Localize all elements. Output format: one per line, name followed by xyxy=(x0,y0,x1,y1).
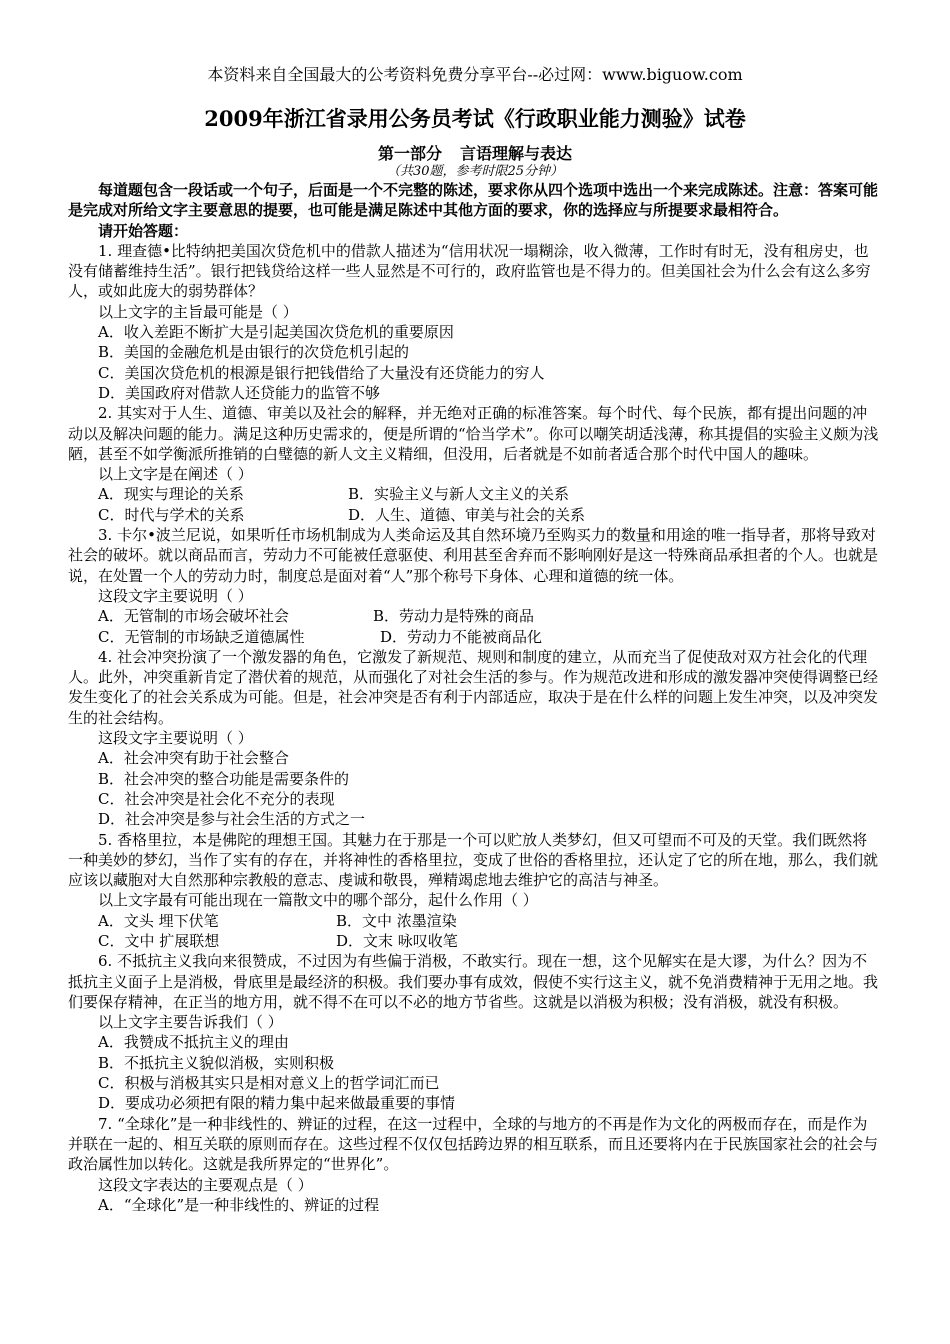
question-3-option-b: B．劳动力是特殊的商品 xyxy=(373,607,535,626)
question-5-option-c: C．文中 扩展联想 xyxy=(98,931,220,950)
question-2-option-d: D．人生、道德、审美与社会的关系 xyxy=(348,505,586,524)
question-7-passage: 7. “全球化”是一种非线性的、辨证的过程，在这一过程中，全球的与地方的不再是作为文化的两极而存在，而是作为并联在一起的、相互关联的原则而存在。这些过程不仅仅包括跨边界的相互联系，而且还要将内在于民族国家社会的社会与政治属性加以转化。这就是我所界定的“世界化”。 xyxy=(68,1114,879,1174)
part-name: 言语理解与表达 xyxy=(460,144,573,163)
question-5-passage: 5. 香格里拉，本是佛陀的理想王国。其魅力在于那是一个可以贮放人类梦幻，但又可望而不可及的天堂。我们既然将一种美妙的梦幻，当作了实有的存在，并将神性的香格里拉，变成了世俗的香格里拉，还认定了它的所在地，那么，我们就应该以藏胞对大自然那种宗教般的意志、虔诚和敬畏，殚精竭虑地去维护它的高洁与神圣。 xyxy=(68,830,879,890)
question-1-passage: 1. 理查德•比特纳把美国次贷危机中的借款人描述为“信用状况一塌糊涂，收入微薄，工作时有时无，没有租房史，也没有储蓄维持生活”。银行把钱贷给这样一些人显然是不可行的，政府监管也是不得力的。但美国社会为什么会有这么多穷人，或如此庞大的弱势群体？ xyxy=(68,241,871,301)
question-6-option-d: D．要成功必须把有限的精力集中起来做最重要的事情 xyxy=(98,1094,456,1113)
part-heading xyxy=(68,144,882,164)
question-3-option-d: D．劳动力不能被商品化 xyxy=(380,627,543,646)
source-note: 本资料来自全国最大的公考资料免费分享平台--必过网：www.biguow.com xyxy=(207,65,743,84)
question-6-option-c: C．积极与消极其实只是相对意义上的哲学词汇而已 xyxy=(98,1074,440,1093)
question-7-stem: 这段文字表达的主要观点是（ ） xyxy=(98,1175,313,1194)
question-5-option-a: A．文头 埋下伏笔 xyxy=(98,911,219,930)
question-6-option-b: B．不抵抗主义貌似消极，实则积极 xyxy=(98,1053,335,1072)
question-7-option-a: A．“全球化”是一种非线性的、辨证的过程 xyxy=(98,1195,380,1214)
start-prompt: 请开始答题： xyxy=(98,221,189,240)
question-4-stem: 这段文字主要说明（ ） xyxy=(98,729,253,748)
question-5-option-d: D．文末 咏叹收笔 xyxy=(336,931,458,950)
question-2-options-row-1 xyxy=(68,484,882,504)
question-1-option-a: A．收入差距不断扩大是引起美国次贷危机的重要原因 xyxy=(98,323,454,342)
question-1-option-b: B．美国的金融危机是由银行的次贷危机引起的 xyxy=(98,343,410,362)
question-3-option-a: A．无管制的市场会破坏社会 xyxy=(98,607,289,626)
question-3-options-row-2 xyxy=(68,627,882,647)
question-2-option-b: B．实验主义与新人文主义的关系 xyxy=(348,485,570,504)
question-5-stem: 以上文字最有可能出现在一篇散文中的哪个部分，起什么作用（ ） xyxy=(98,891,538,910)
part-label: 第一部分 xyxy=(377,144,442,163)
question-4-option-a: A．社会冲突有助于社会整合 xyxy=(98,749,289,768)
question-4-option-d: D．社会冲突是参与社会生活的方式之一 xyxy=(98,810,366,829)
question-2-option-c: C．时代与学术的关系 xyxy=(98,505,245,524)
question-2-passage: 2. 其实对于人生、道德、审美以及社会的解释，并无绝对正确的标准答案。每个时代、每个民族，都有提出问题的冲动以及解决问题的能力。满足这种历史需求的，便是所谓的“恰当学术”。你可以嘲笑胡适浅薄，称其提倡的实验主义颇为浅陋，甚至不如学衡派所推销的白璧德的新人文主义精细，但没用，后者就是不如前者适合那个时代中国人的趣味。 xyxy=(68,404,879,463)
question-2-option-a: A．现实与理论的关系 xyxy=(98,485,244,504)
question-3-passage: 3. 卡尔•波兰尼说，如果听任市场机制成为人类命运及其自然环境乃至购买力的数量和用途的唯一指导者，那将导致对社会的破坏。就以商品而言，劳动力不可能被任意驱使、利用甚至舍弃而不影响刚好是这一特殊商品承担者的个人。也就是说，在处置一个人的劳动力时，制度总是面对着“人”那个称号下身体、心理和道德的统一体。 xyxy=(68,526,879,585)
question-1-option-c: C．美国次贷危机的根源是银行把钱借给了大量没有还贷能力的穷人 xyxy=(98,363,545,382)
question-3-option-c: C．无管制的市场缺乏道德属性 xyxy=(98,627,305,646)
question-4-option-b: B．社会冲突的整合功能是需要条件的 xyxy=(98,769,350,788)
question-1-option-d: D．美国政府对借款人还贷能力的监管不够 xyxy=(98,383,381,402)
question-6-option-a: A．我赞成不抵抗主义的理由 xyxy=(98,1033,289,1052)
instructions: 每道题包含一段话或一个句子，后面是一个不完整的陈述，要求你从四个选项中选出一个来完成陈述。注意：答案可能是完成对所给文字主要意思的提要，也可能是满足陈述中其他方面的要求，你的选择应与所提要求最相符合。 xyxy=(68,181,879,220)
question-6-stem: 以上文字主要告诉我们（ ） xyxy=(98,1013,283,1032)
document-title: 2009年浙江省录用公务员考试《行政职业能力测验》试卷 xyxy=(204,106,746,131)
question-3-stem: 这段文字主要说明（ ） xyxy=(98,586,253,605)
question-4-passage: 4. 社会冲突扮演了一个激发器的角色，它激发了新规范、规则和制度的建立，从而充当了促使敌对双方社会化的代理人。此外，冲突重新肯定了潜伏着的规范，从而强化了对社会生活的参与。作为规范改进和形成的激发器冲突使得调整已经发生变化了的社会关系成为可能。但是，社会冲突是否有利于内部适应，取决于是在什么样的问题上发生冲突，以及冲突发生的社会结构。 xyxy=(68,647,879,727)
question-4-option-c: C．社会冲突是社会化不充分的表现 xyxy=(98,789,335,808)
question-5-options-row-1 xyxy=(68,911,882,931)
question-2-stem: 以上文字是在阐述（ ） xyxy=(98,465,253,484)
question-5-option-b: B．文中 浓墨渲染 xyxy=(336,911,457,930)
question-1-stem: 以上文字的主旨最可能是（ ） xyxy=(98,302,298,321)
question-3-options-row-1 xyxy=(68,606,882,626)
part-note: （共30题，参考时限25分钟） xyxy=(386,164,564,179)
question-6-passage: 6. 不抵抗主义我向来很赞成，不过因为有些偏于消极，不敢实行。现在一想，这个见解实在是大谬，为什么？因为不抵抗主义面子上是消极，骨底里是最经济的积极。我们要办事有成效，假使不实行这主义，就不免消费精神于无用之地。我们要保存精神，在正当的地方用，就不得不在可以不必的地方节省些。这就是以消极为积极；没有消极，就没有积极。 xyxy=(68,952,879,1011)
question-5-options-row-2 xyxy=(68,931,882,951)
question-2-options-row-2 xyxy=(68,505,882,525)
